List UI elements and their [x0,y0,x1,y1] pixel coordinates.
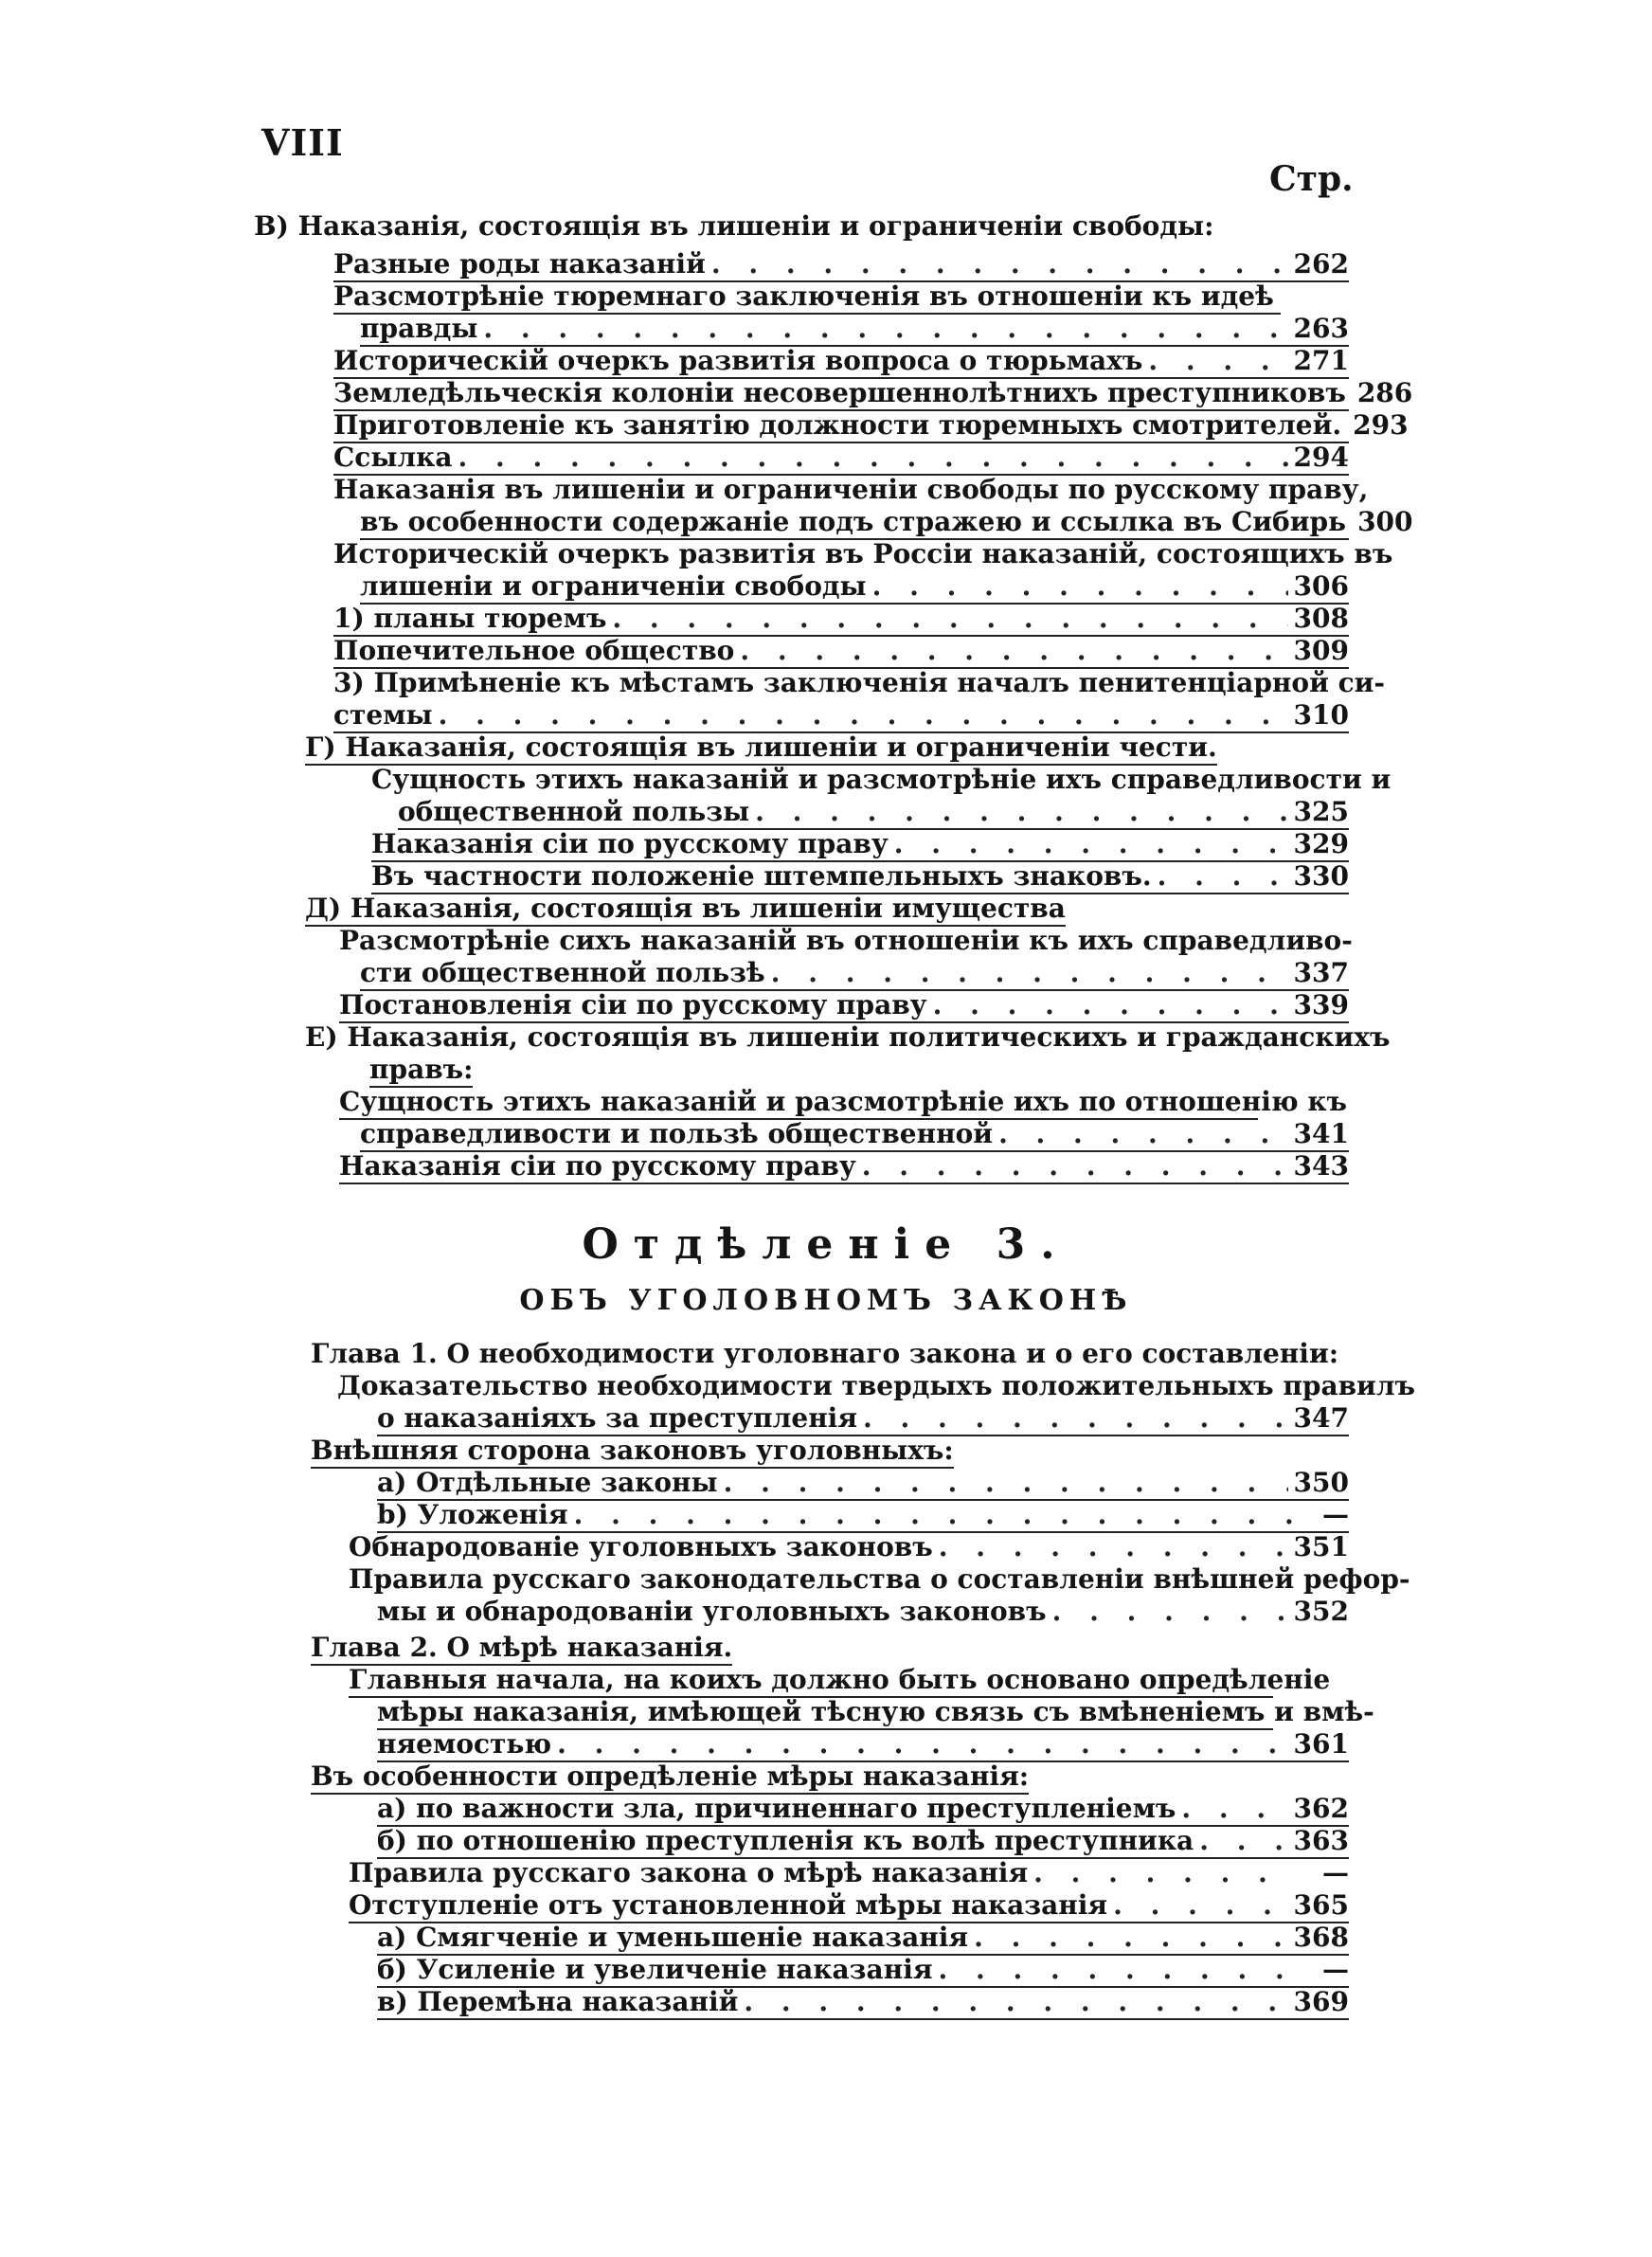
toc-line: Внѣшняя сторона законовъ уголовныхъ: [311,1435,954,1469]
toc-line: Доказательство необходимости твердыхъ положительныхъ правилъ [337,1370,1416,1401]
toc-line: Разсмотрѣніе тюремнаго заключенія въ отношеніи къ идеѣ [333,280,1281,315]
toc-line: лишеніи и ограниченіи свободы . . . 306 [360,570,1349,605]
toc-line: Сущность этихъ наказаній и разсмотрѣніе ихъ справедливости и [371,764,1392,795]
toc-line: Правила русскаго законодательства о составленіи внѣшней рефор- [349,1563,1410,1595]
toc-line: Разсмотрѣніе сихъ наказаній въ отношеніи къ ихъ справедливо- [339,925,1353,956]
section-subtitle: ОБЪ УГОЛОВНОМЪ ЗАКОНѢ [519,1284,1133,1317]
toc-line: Земледѣльческія колоніи несовершеннолѣтнихъ преступниковъ 286 [333,377,1349,411]
page-number: VIII [261,121,344,164]
toc-line: Г) Наказанія, состоящія въ лишеніи и ограниченіи чести. [305,731,1217,766]
toc-line: Е) Наказанія, состоящія въ лишеніи политическихъ и гражданскихъ [305,1021,1391,1053]
toc-line: Глава 2. О мѣрѣ наказанія. [311,1632,732,1666]
toc-line: правъ: [369,1054,473,1088]
toc-line: В) Наказанія, состоящія въ лишеніи и ограниченіи свободы: [254,210,1214,242]
toc-line: Наказанія сіи по русскому праву . . . 343 [339,1150,1349,1184]
toc-line: Сущность этихъ наказаній и разсмотрѣніе ихъ по отношенію къ [339,1086,1258,1120]
toc-line: Приготовленіе къ занятію должности тюремныхъ смотрителей. 293 [333,409,1349,443]
toc-line: Главныя начала, на коихъ должно быть основано опредѣленіе [349,1664,1273,1698]
toc-line: Отступленіе отъ установленной мѣры наказанія . . . 365 [349,1889,1349,1923]
toc-line: няемостью . . . 361 [377,1728,1349,1762]
toc-line: 1) планы тюремъ . . . 308 [333,603,1349,637]
toc-line: справедливости и пользѣ общественной . . . 341 [360,1118,1349,1152]
toc-line: Разные роды наказаній . . . 262 [333,248,1349,282]
toc-line: общественной пользы . . . 325 [398,796,1349,830]
toc-line: Историческій очеркъ развитія вопроса о тюрьмахъ . . . 271 [333,345,1349,379]
toc-line: Правила русскаго закона о мѣрѣ наказанія . . . — [349,1857,1349,1889]
page-column-label: Стр. [1269,159,1354,199]
toc-line: мы и обнародованіи уголовныхъ законовъ . . . 352 [377,1596,1349,1628]
toc-line: правды . . . 263 [360,313,1349,347]
toc-line: а) Отдѣльные законы . . . 350 [377,1467,1349,1501]
toc-line: о наказаніяхъ за преступленія . . . 347 [377,1402,1349,1436]
toc-line: Въ частности положеніе штемпельныхъ знаковъ. . . . 330 [371,860,1349,894]
toc-line: Попечительное общество . . . 309 [333,635,1349,669]
toc-line: в) Перемѣна наказаній . . . 369 [377,1986,1349,2020]
toc-line: 3) Примѣненіе къ мѣстамъ заключенія началъ пенитенціарной си- [333,667,1386,698]
toc-line: а) Смягченіе и уменьшеніе наказанія . . . 368 [377,1922,1349,1956]
toc-line: Историческій очеркъ развитія въ Россіи наказаній, состоящихъ въ [333,538,1393,569]
toc-line: b) Уложенія . . . — [377,1499,1349,1533]
toc-line: сти общественной пользѣ . . . 337 [360,957,1349,991]
toc-line: Въ особенности опредѣленіе мѣры наказанія: [311,1760,1029,1795]
toc-line: б) по отношенію преступленія къ волѣ преступника . . . 363 [377,1825,1349,1859]
toc-line: Наказанія сіи по русскому праву . . . 329 [371,828,1349,862]
toc-line: Ссылка . . . 294 [333,442,1349,476]
toc-line: въ особенности содержаніе подъ стражею и ссылка въ Сибирь 300 [360,506,1349,540]
toc-line: Постановленія сіи по русскому праву . . . 339 [339,989,1349,1023]
section-title: Отдѣленіе 3. [582,1220,1070,1269]
toc-line: Д) Наказанія, состоящія въ лишеніи имущества [305,893,1066,927]
toc-line: Наказанія въ лишеніи и ограниченіи свободы по русскому праву, [333,474,1369,505]
toc-line: Глава 1. О необходимости уголовнаго закона и о его составленіи: [311,1338,1339,1369]
toc-line: мѣры наказанія, имѣющей тѣсную связь съ вмѣненіемъ и вмѣ- [377,1696,1273,1730]
toc-line: б) Усиленіе и увеличеніе наказанія . . . — [377,1954,1349,1988]
toc-line: а) по важности зла, причиненнаго преступленіемъ . . . 362 [377,1793,1349,1827]
toc-line: стемы . . . 310 [333,699,1349,733]
toc-line: Обнародованіе уголовныхъ законовъ . . . 351 [349,1531,1349,1563]
